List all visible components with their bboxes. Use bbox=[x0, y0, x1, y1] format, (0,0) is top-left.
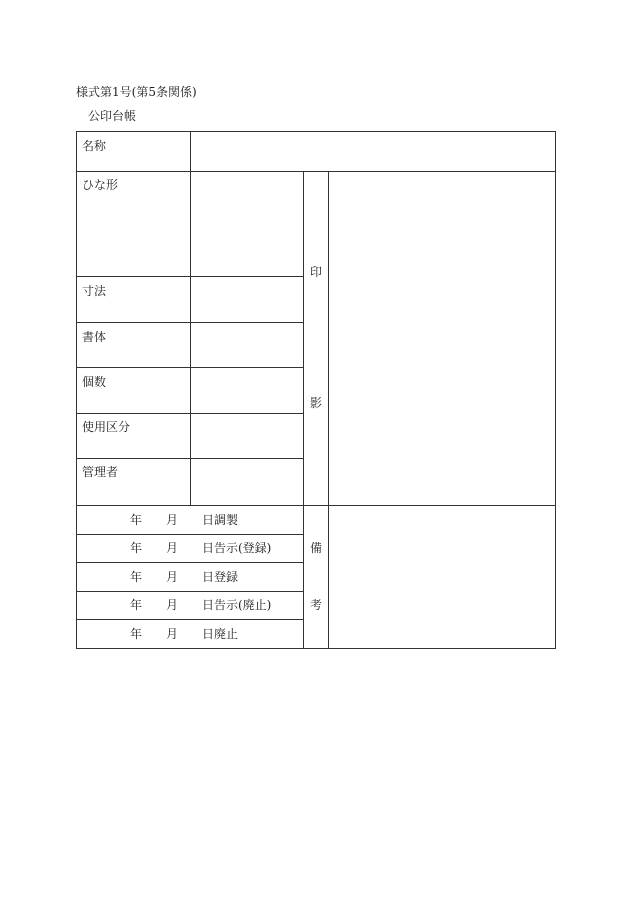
date-year: 年 bbox=[130, 541, 143, 555]
item-label-dimensions: 寸法 bbox=[82, 284, 107, 298]
item-label-administrator: 管理者 bbox=[82, 465, 119, 479]
date-month: 月 bbox=[166, 570, 179, 584]
ledger-title: 公印台帳 bbox=[88, 109, 137, 123]
date-event-registration: 日登録 bbox=[202, 570, 239, 584]
date-year: 年 bbox=[130, 627, 143, 641]
item-label-quantity: 個数 bbox=[82, 375, 107, 389]
date-month: 月 bbox=[166, 541, 179, 555]
seal-impression-label-bottom: 影 bbox=[310, 396, 323, 410]
date-event-notice-registration: 日告示(登録) bbox=[202, 541, 272, 555]
date-year: 年 bbox=[130, 570, 143, 584]
seal-impression-area[interactable] bbox=[330, 173, 554, 504]
date-event-notice-abolition: 日告示(廃止) bbox=[202, 598, 272, 612]
date-month: 月 bbox=[166, 513, 179, 527]
date-year: 年 bbox=[130, 513, 143, 527]
date-year: 年 bbox=[130, 598, 143, 612]
remarks-label-bottom: 考 bbox=[310, 598, 323, 612]
item-label-typeface: 書体 bbox=[82, 330, 107, 344]
seal-impression-label-top: 印 bbox=[310, 265, 323, 279]
date-month: 月 bbox=[166, 598, 179, 612]
form-number: 様式第1号(第5条関係) bbox=[76, 85, 197, 99]
name-label: 名称 bbox=[82, 139, 107, 153]
remarks-label-top: 備 bbox=[310, 541, 323, 555]
date-month: 月 bbox=[166, 627, 179, 641]
date-event-abolition: 日廃止 bbox=[202, 627, 239, 641]
remarks-area[interactable] bbox=[330, 507, 554, 647]
date-event-prepared: 日調製 bbox=[202, 513, 239, 527]
item-label-usage-category: 使用区分 bbox=[82, 420, 131, 434]
item-label-template: ひな形 bbox=[82, 178, 119, 192]
name-row bbox=[76, 131, 556, 172]
